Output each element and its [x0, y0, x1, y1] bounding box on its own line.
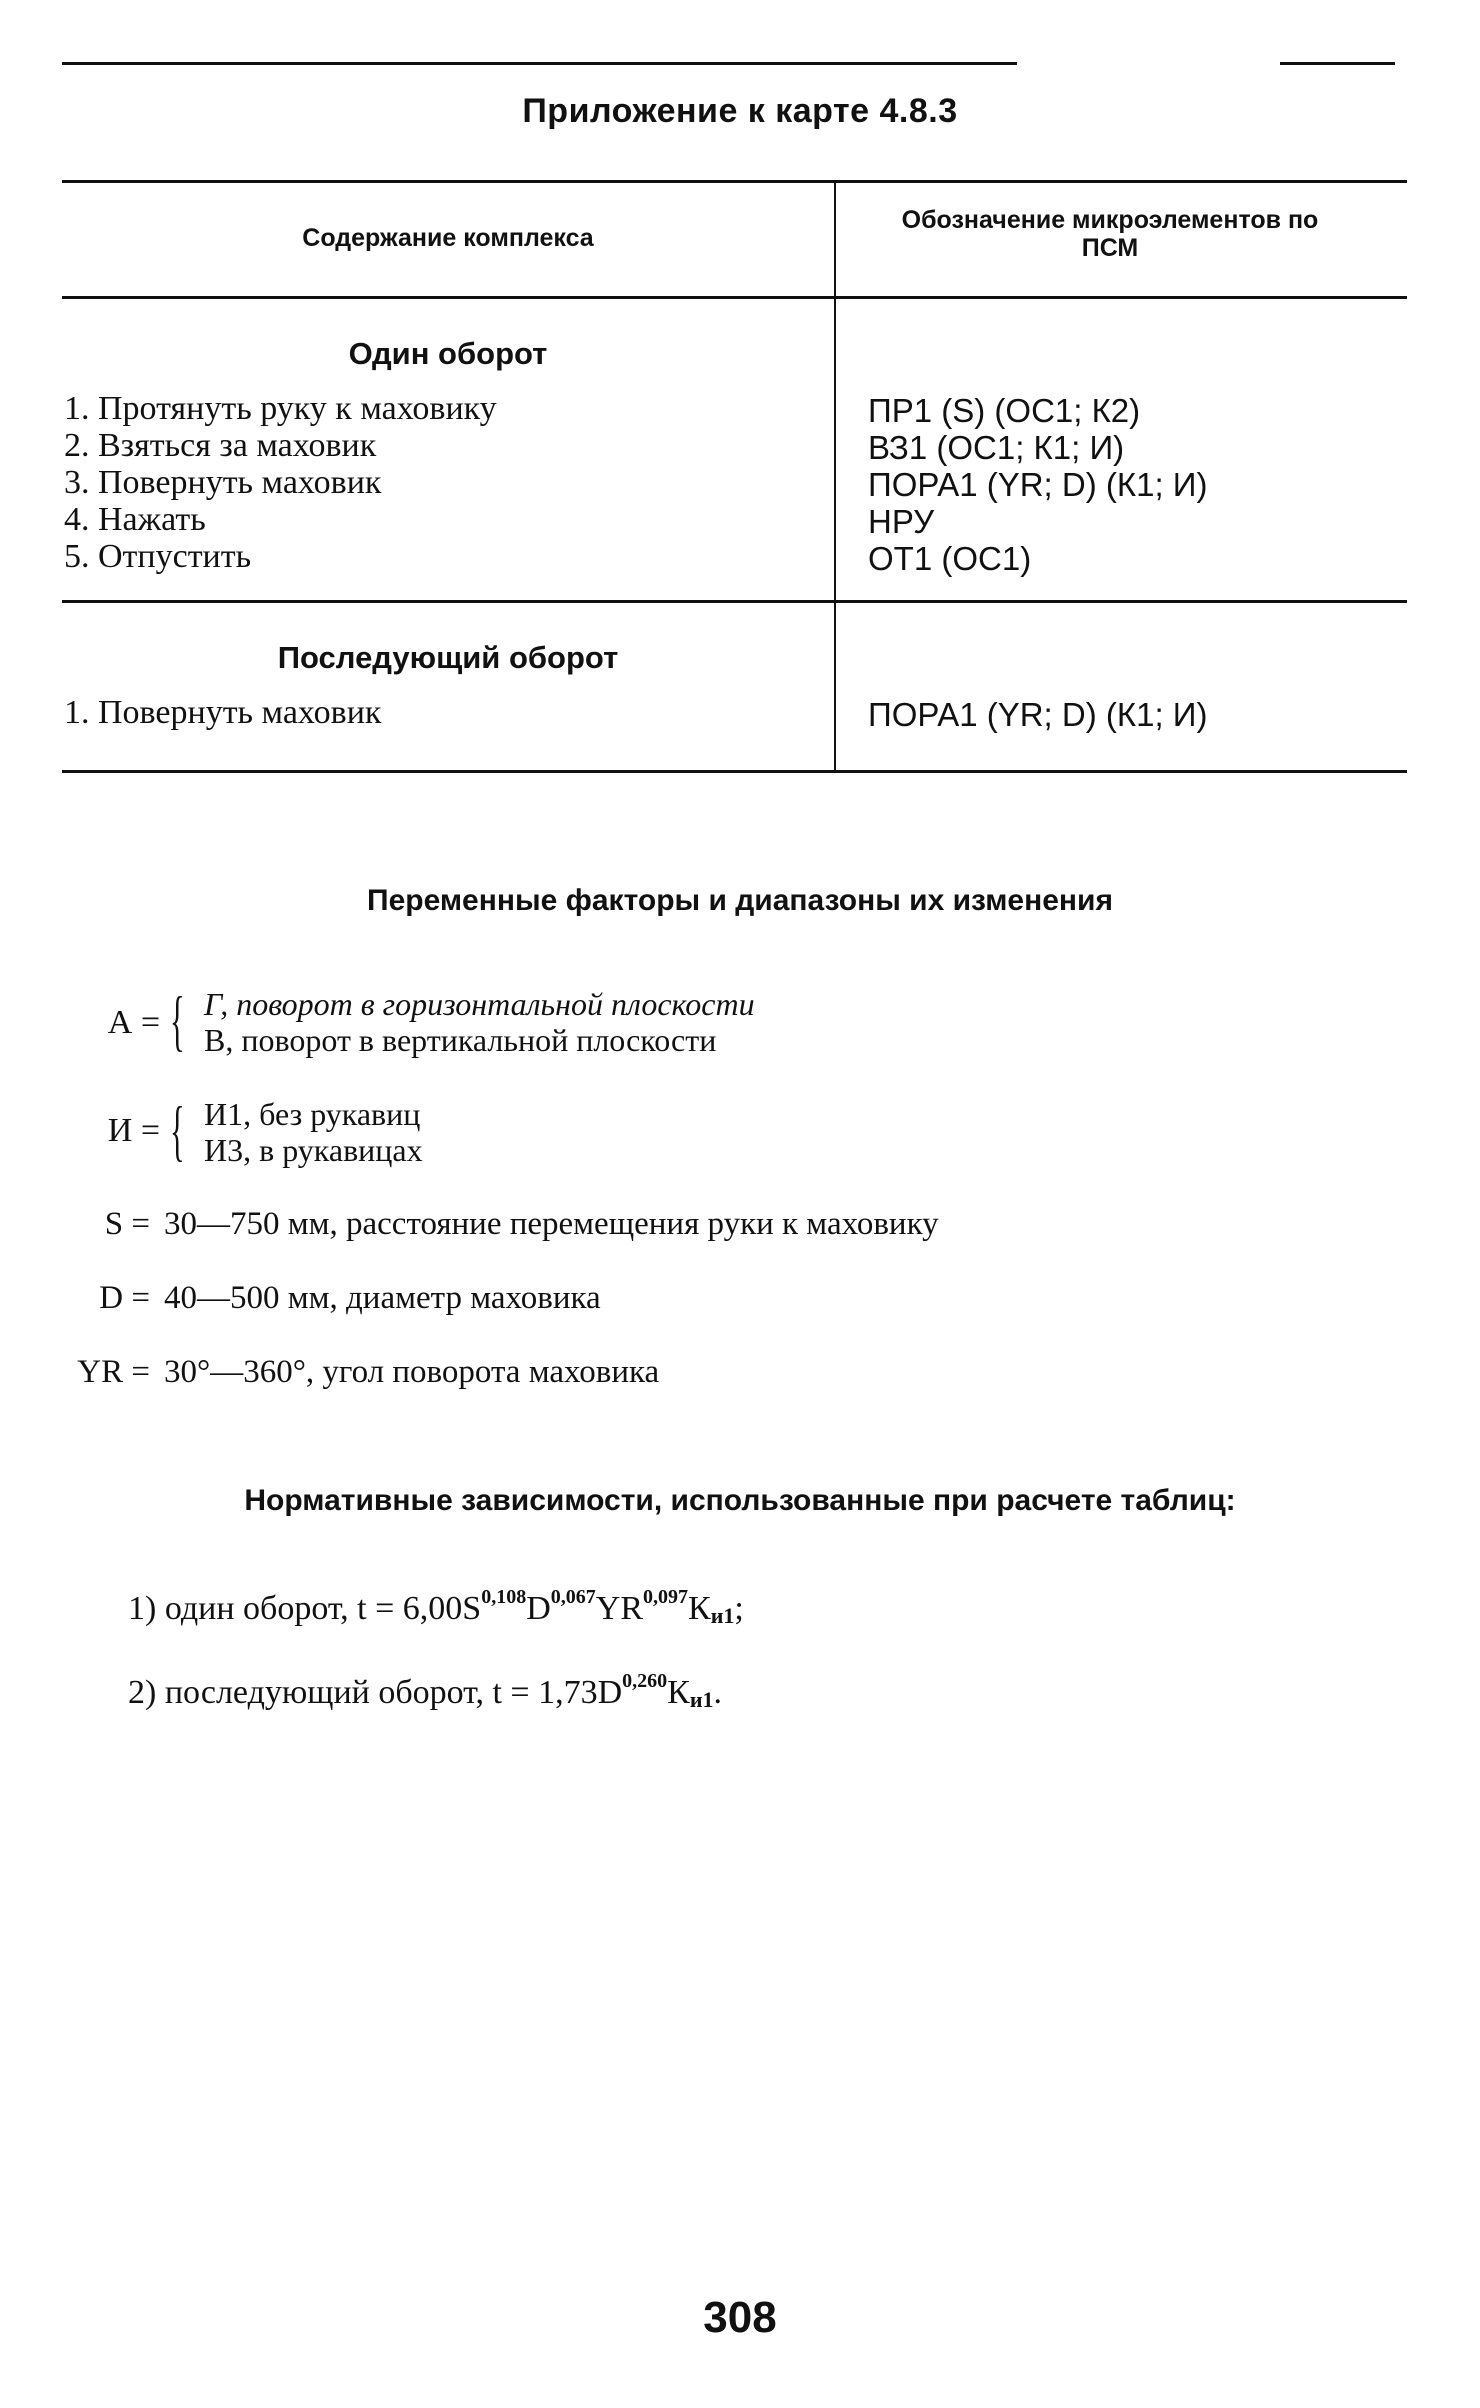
formula-one-yr: YR: [595, 1590, 644, 1627]
steps-next-turn: [64, 694, 381, 731]
step-item: 3. Повернуть маховик: [64, 464, 382, 501]
option-item: Г, поворот в горизонтальной плоскости: [204, 986, 755, 1022]
group-divider-rule: [62, 600, 1407, 603]
formula-one-d: D: [526, 1590, 551, 1627]
range-s-symbol: S =: [104, 1206, 150, 1242]
formula-next-k-sub: и1: [689, 1687, 714, 1712]
brace-i: {: [170, 1092, 185, 1168]
code-item: НРУ: [868, 503, 935, 540]
formula-one-exp-s: 0,108: [481, 1586, 527, 1608]
header-content: Содержание комплекса: [302, 224, 594, 252]
range-d-symbol: D =: [99, 1280, 150, 1316]
header-micro: Обозначение микроэлементов по ПСМ: [901, 206, 1319, 262]
variables-heading: Переменные факторы и диапазоны их изменения: [367, 884, 1113, 917]
option-item: И3, в рукавицах: [204, 1132, 423, 1168]
step-item: 5. Отпустить: [64, 538, 252, 575]
formula-next-prefix: 2) последующий оборот, t = 1,73D: [128, 1674, 623, 1711]
step-item: 4. Нажать: [64, 501, 206, 538]
formula-one-exp-d: 0,067: [550, 1586, 596, 1608]
table-bottom-rule: [62, 770, 1407, 773]
formula-one-prefix: 1) один оборот, t = 6,00S: [128, 1590, 482, 1627]
group-head-next-turn: Последующий оборот: [277, 640, 619, 675]
formula-one-end: ;: [734, 1590, 744, 1627]
brace-a: {: [170, 982, 185, 1058]
formula-one-turn: [128, 1586, 744, 1629]
top-rule: [62, 62, 1017, 65]
formula-one-exp-yr: 0,097: [643, 1586, 689, 1608]
range-d-text: 40—500 мм, диаметр маховика: [164, 1280, 601, 1316]
range-yr-symbol: YR =: [77, 1354, 150, 1390]
codes-next-turn: [868, 696, 1208, 733]
range-yr-text: 30°—360°, угол поворота маховика: [164, 1354, 660, 1390]
var-i-options: [204, 1096, 423, 1168]
formulas-heading: Нормативные зависимости, использованные при расчете таблиц:: [244, 1484, 1236, 1517]
column-divider: [834, 180, 836, 770]
formula-next-turn: [128, 1670, 723, 1713]
code-item: ПР1 (S) (ОС1; К2): [868, 392, 1141, 429]
table-top-rule: [62, 180, 1407, 183]
formula-next-k: К: [667, 1674, 690, 1711]
code-item: ВЗ1 (ОС1; К1; И): [868, 429, 1125, 466]
page-number: 308: [703, 2293, 777, 2342]
step-item: 1. Повернуть маховик: [64, 694, 382, 731]
formula-one-k: К: [688, 1590, 711, 1627]
group-head-one-turn: Один оборот: [348, 336, 548, 371]
step-item: 2. Взяться за маховик: [64, 427, 377, 464]
var-i-symbol: И =: [107, 1112, 160, 1149]
range-s-text: 30—750 мм, расстояние перемещения руки к маховику: [164, 1206, 939, 1242]
var-a-symbol: А =: [107, 1004, 160, 1041]
codes-one-turn: [868, 392, 1208, 577]
code-item: ОТ1 (ОС1): [868, 540, 1032, 577]
step-item: 1. Протянуть руку к маховику: [64, 390, 497, 427]
formula-next-end: .: [713, 1674, 723, 1711]
code-item: ПОРА1 (YR; D) (К1; И): [868, 696, 1208, 733]
header-bottom-rule: [62, 296, 1407, 299]
top-rule-right: [1280, 62, 1395, 65]
option-item: И1, без рукавиц: [204, 1096, 421, 1132]
option-item: В, поворот в вертикальной плоскости: [204, 1022, 717, 1058]
page-title: Приложение к карте 4.8.3: [522, 92, 958, 130]
code-item: ПОРА1 (YR; D) (К1; И): [868, 466, 1208, 503]
var-a-options: [204, 986, 755, 1058]
formula-next-exp-d: 0,260: [622, 1670, 668, 1692]
formula-one-k-sub: и1: [710, 1603, 735, 1628]
steps-one-turn: [64, 390, 497, 575]
